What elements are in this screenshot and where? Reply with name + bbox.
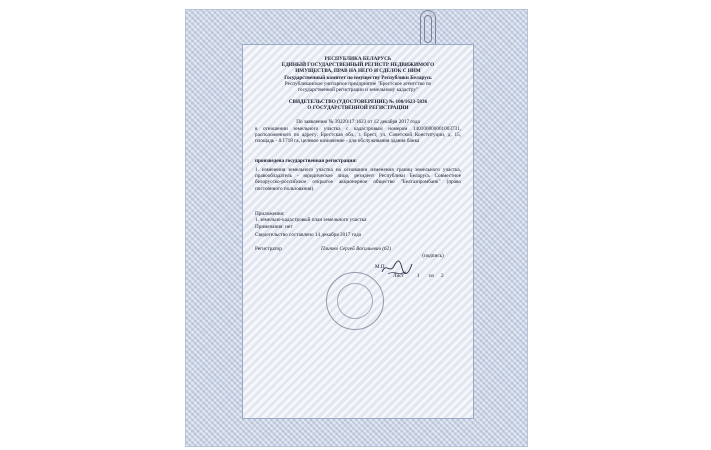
country-heading: РЕСПУБЛИКА БЕЛАРУСЬ: [324, 56, 392, 62]
official-seal-icon: [326, 272, 384, 330]
registry-heading-line2: ИМУЩЕСТВА, ПРАВ НА НЕГО И СДЕЛОК С НИМ: [295, 68, 421, 74]
signature-icon: [380, 256, 414, 278]
registry-heading-line1: ЕДИНЫЙ ГОСУДАРСТВЕННЫЙ РЕГИСТР НЕДВИЖИМОГО: [281, 62, 435, 68]
attachment-item-1: 1. земельно-кадастровый план земельного участка: [255, 217, 367, 223]
performed-heading: произведена государственная регистрация:: [255, 158, 357, 164]
sheet-label: Лист: [393, 273, 404, 279]
notes-label: Примечания: нет: [255, 224, 293, 230]
sheet-total: 2: [441, 273, 444, 279]
attachments-label: Приложения:: [255, 211, 285, 217]
registration-item: 1. изменения земельного участка на основании изменения границ земельного участка, правообладатель - юридическое лицо, резидент Республики Беларусь Совместное белорусско-российское открытое акционерное общество "Белгазпромбанк" (право постоянного пользования).: [255, 167, 461, 192]
enterprise-line1: Республиканское унитарное предприятие "Брестское агентство по: [284, 81, 432, 87]
issued-line: Свидетельство составлено 14 декабря 2017 года: [255, 232, 362, 238]
committee-heading: Государственный комитет по имуществу Республики Беларусь: [284, 75, 432, 81]
certificate-sheet: [186, 10, 527, 446]
seal-label: М.П.: [375, 264, 386, 270]
enterprise-line2: государственной регистрации и земельному кадастру": [297, 87, 419, 93]
object-paragraph: в отношении земельного участка с кадастровым номером 140100000001003731, расположенного по адресу: Брестская обл., г. Брест, ул. Советской Конституции, д. 15, площадь - 0.1718 га, целевое назначение - для обслуживания здания банка: [255, 126, 461, 145]
certificate-title-line2: О ГОСУДАРСТВЕННОЙ РЕГИСТРАЦИИ: [307, 105, 409, 111]
sheet-of: из: [429, 273, 434, 279]
sheet-number: 1: [417, 273, 420, 279]
signature-label: (подпись): [422, 253, 444, 259]
registrar-label: Регистратор: [255, 246, 282, 252]
application-line: По заявлению № 39220/17:1623 от 12 декабря 2017 года: [296, 119, 420, 125]
certificate-title-line1: СВИДЕТЕЛЬСТВО (УДОСТОВЕРЕНИЕ) № 100/1623-5836: [288, 99, 428, 105]
certificate-text-frame: [242, 44, 474, 419]
registrar-name: Плитко Сергей Васильевич (62): [321, 246, 391, 252]
